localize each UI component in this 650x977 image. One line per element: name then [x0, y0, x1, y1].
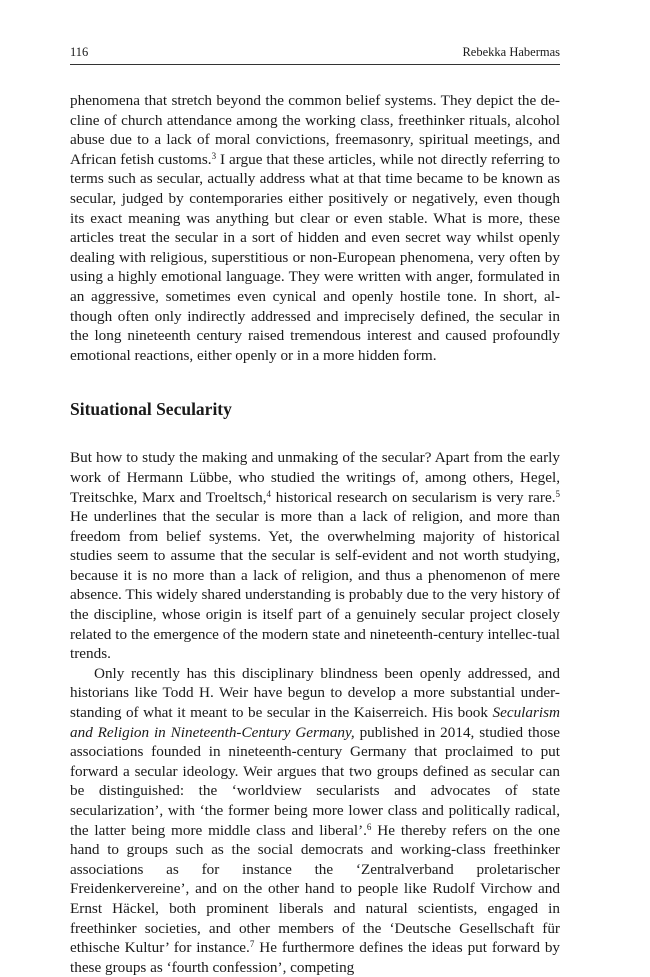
paragraph-text: historical research on secularism is very rare. [271, 488, 556, 506]
paragraph [70, 448, 560, 664]
paragraph-text: I argue that these articles, while not directly referring to terms such as secular, actually address what at that time became to be known as secular, judged by contemporaries either positively or negatively, even though its exact meaning was anything but clear or even stable. What is more, these articles treat the secular in a sort of hidden and even secret way whilst openly dealing with religious, superstitious or non-European phenomena, very often by using a highly emotional language. They were written with anger, formulated in an aggressive, sometimes even cynical and openly hostile tone. In short, al-though often only indirectly addressed and imprecisely defined, the secular in the long nineteenth century raised tremendous interest and caused profoundly emotional reactions, either openly or in a more hidden form. [70, 150, 561, 364]
body-text [70, 91, 560, 977]
running-head-author: Rebekka Habermas [462, 45, 560, 59]
paragraph-text: published in 2014, studied those associations founded in nineteenth-century Germany that proclaimed to put forward a secular ideology. Weir argues that two groups defined as secular can be distinguished: the ‘worldview secularists and advocates of state secularization’, with ‘the former being more lower class and politically radical, the latter being more middle class and liberal’. [70, 723, 560, 839]
footnote-ref-5: 5 [555, 488, 560, 499]
paragraph-text: He thereby refers on the one hand to groups such as the social democrats and working-class freethinker associations as for instance the ‘Zentralverband proletarischer Freidenkervereine’, and on the other hand to people like Rudolf Virchow and Ernst Häckel, both prominent liberals and natural scientists, engaged in freethinker societies, and other members of the ‘Deutsche Gesellschaft für ethische Kultur’ for instance. [70, 821, 560, 957]
book-page [70, 44, 560, 977]
paragraph-text: phenomena that stretch beyond the common belief systems. They depict the de-cline of church attendance among the working class, freethinker rituals, alcohol abuse due to a lack of moral convictions, freemasonry, spiritual meetings, and African fetish customs. [70, 92, 560, 168]
header-rule [70, 64, 560, 65]
paragraph [70, 664, 560, 977]
paragraph-text: But how to study the making and unmaking of the secular? Apart from the early work of Hermann Lübbe, who studied the writings of, among others, Hegel, Treitschke, Marx and Troeltsch, [70, 449, 560, 506]
running-head [70, 44, 560, 60]
footnote-ref-6: 6 [366, 821, 372, 832]
footnote-ref-3: 3 [211, 150, 217, 161]
paragraph-continuation [70, 91, 560, 365]
paragraph-text: He furthermore defines the ideas put forward by these groups as ‘fourth confession’, competing [70, 939, 561, 976]
footnote-ref-4: 4 [266, 488, 272, 499]
paragraph-text: He underlines that the secular is more than a lack of religion, and more than freedom from belief systems. Yet, the overwhelming majority of historical studies seem to assume that the secular is self-evident and not worth studying, because it is no more than a lack of religion, and thus a phenomenon of mere absence. This widely shared understanding is probably due to the very history of the discipline, whose origin is itself part of a genuinely secular project closely related to the emergence of the modern state and nineteenth-century intellec-tual trends. [70, 508, 560, 663]
section-heading: Situational Secularity [70, 399, 232, 420]
paragraph-text: Only recently has this disciplinary blindness been openly addressed, and historians like Todd H. Weir have begun to develop a more substantial under-standing of what it meant to be secular in the Kaiserreich. His book [70, 664, 560, 722]
book-title: Secularism and Religion in Nineteenth-Century Germany, [70, 704, 560, 741]
page-number: 116 [70, 45, 89, 59]
footnote-ref-7: 7 [249, 939, 255, 950]
